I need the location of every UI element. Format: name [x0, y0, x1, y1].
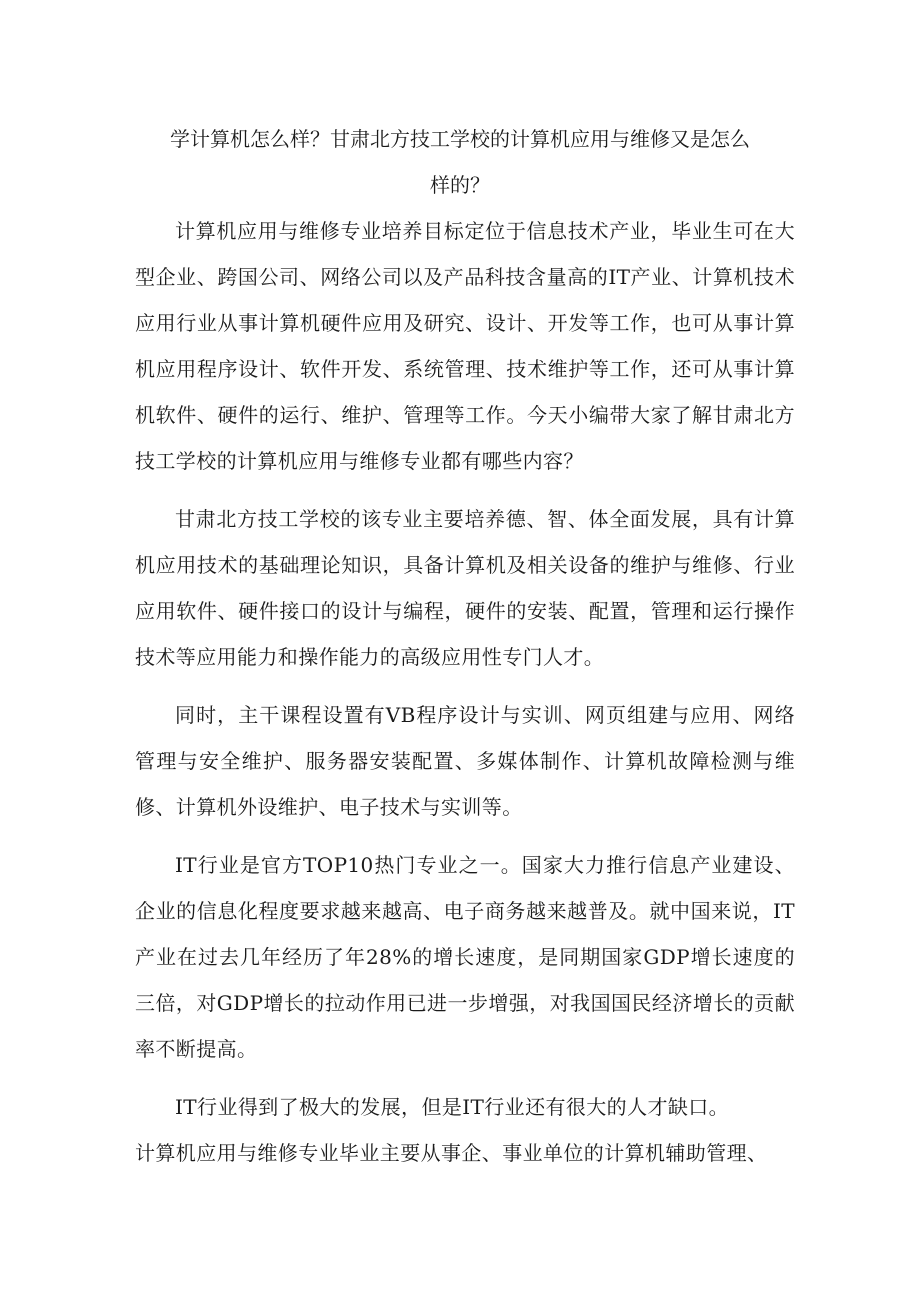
paragraph-employment: 计算机应用与维修专业毕业主要从事企、事业单位的计算机辅助管理、: [135, 1141, 768, 1165]
document-body: [135, 208, 795, 1176]
paragraph-talent-gap: IT行业得到了极大的发展，但是IT行业还有很大的人才缺口。: [175, 1095, 730, 1119]
paragraph-industry: IT行业是官方TOP10热门专业之一。国家大力推行信息产业建设、企业的信息化程度要求越来越高、电子商务越来越普及。就中国来说，IT产业在过去几年经历了年28%的增长速度，是同期国家GDP增长速度的三倍，对GDP增长的拉动作用已进一步增强，对我国国民经济增长的贡献率不断提高。: [135, 853, 795, 1061]
paragraph-training-goal: 甘肃北方技工学校的该专业主要培养德、智、体全面发展，具有计算机应用技术的基础理论知识，具备计算机及相关设备的维护与维修、行业应用软件、硬件接口的设计与编程，硬件的安装、配置，管理和运行操作技术等应用能力和操作能力的高级应用性专门人才。: [135, 507, 795, 669]
paragraph-courses: 同时，主干课程设置有VB程序设计与实训、网页组建与应用、网络管理与安全维护、服务器安装配置、多媒体制作、计算机故障检测与维修、计算机外设维护、电子技术与实训等。: [135, 703, 795, 819]
paragraph-intro: 计算机应用与维修专业培养目标定位于信息技术产业，毕业生可在大型企业、跨国公司、网络公司以及产品科技含量高的IT产业、计算机技术应用行业从事计算机硬件应用及研究、设计、开发等工作，也可从事计算机应用程序设计、软件开发、系统管理、技术维护等工作，还可从事计算机软件、硬件的运行、维护、管理等工作。今天小编带大家了解甘肃北方技工学校的计算机应用与维修专业都有哪些内容？: [135, 219, 795, 473]
title-line-2: 样的？: [430, 173, 490, 197]
document-title: [135, 116, 785, 208]
title-line-1: 学计算机怎么样？甘肃北方技工学校的计算机应用与维修又是怎么: [170, 127, 750, 151]
